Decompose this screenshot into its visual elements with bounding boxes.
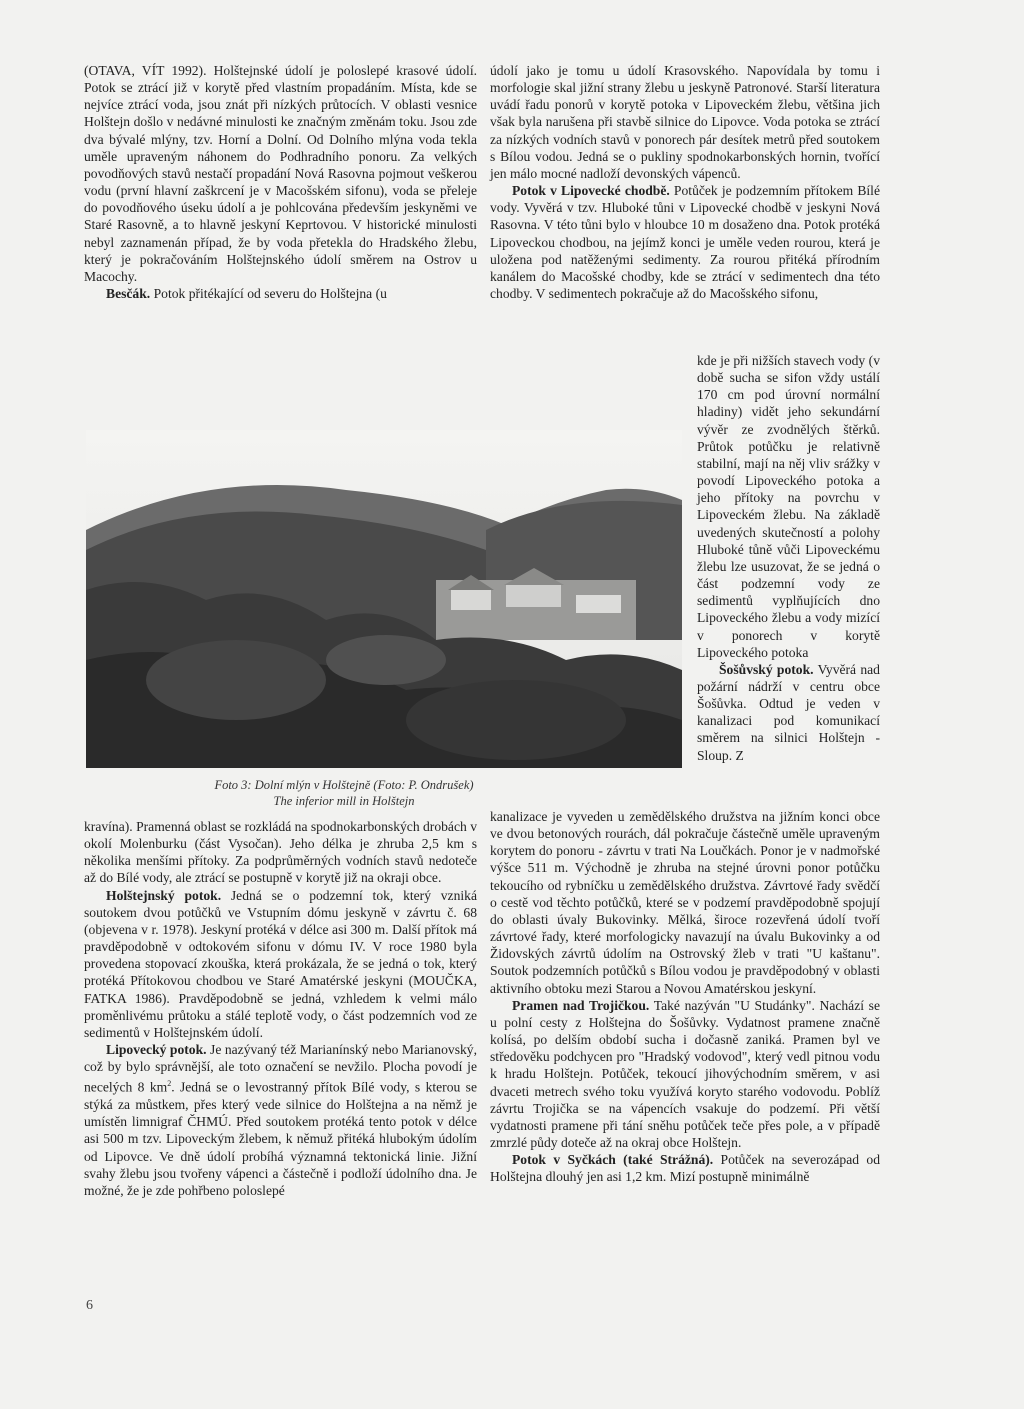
right-column-narrow <box>697 352 880 764</box>
photo-caption <box>84 778 604 809</box>
paragraph-sifon: kde je při nižších stavech vody (v době sucha se sifon vždy ustálí 170 cm pod úrovní normální hladiny) vidět jeho sekundární vývěr ze zvodnělých štěrků. Průtok potůčku je relativně stabilní, mají na něj vliv srážky v povodí Lipoveckého potoka a jeho přítoky na povrchu v Lipoveckém žlebu. Na základě uvedených skutečností a polohy Hluboké tůně vůči Lipoveckému žlebu lze usuzovat, že se jedná o část podzemní vody ze sedimentů vyplňujících dno Lipoveckého žlebu a vody mizící v ponorech v korytě Lipoveckého potoka <box>697 353 880 660</box>
photo-lower-mill <box>86 430 682 768</box>
paragraph-bescak: Besčák. Potok přitékající od severu do Holštejna (u <box>106 286 387 302</box>
paragraph-sosuvka: Šošůvský potok. Vyvěrá nad požární nádrží v centru obce Šošůvka. Odtud je veden v kanalizaci pod komunikací směrem na silnici Holštejn - Sloup. Z <box>697 661 880 763</box>
heading-syckach-brook: Potok v Syčkách (také Strážná). <box>512 1152 714 1168</box>
paragraph-sosuvka-cont: kanalizace je vyveden u zemědělského družstva na jižním konci obce ve dvou betonových rourách, dál pokračuje částečně uměle upraveným korytem do ponoru - závrtu v trati Na Loučkách. Ponor je v nadmořské výšce 511 m. Východně je zhruba na stejné úrovni ponor potůčku tekoucího od rybníčku u zemědělského družstva. Závrtové řady svědčí o cestě vod těchto potůčků, které se v podzemí pravděpodobně spojují do oblasti úvaly Bukovinky. Mělká, široce rozevřená údolí tvoří závrtové řady, které morfologicky navazují na úvalu Bukovinky a od Židovských závrtů údolím na Ostrovský žleb v trati "U kaštanu". Soutok podzemních potůčků s Bílou vodou je pravděpodobný v oblasti aktivního obtoku mezi Starou a Novou Amatérskou jeskyní. <box>490 809 880 996</box>
right-column-bottom <box>490 808 880 1185</box>
heading-trojicka-spring: Pramen nad Trojičkou. <box>512 997 650 1013</box>
page-number: 6 <box>86 1298 93 1313</box>
paragraph-holstejn-brook: Holštejnský potok. Jedná se o podzemní tok, který vzniká soutokem dvou potůčků ve Vstupním dómu jeskyně v závrtu č. 68 (objevena v r. 1978). Jeskyní protéká v délce asi 300 m. Další přítok má pravděpodobně v odtokovém sifonu v dómu IV. V roce 1980 byla provedena stopovací zkouška, která prokázala, že se jedná o tok, který protéká Přítokovou chodbou ve Staré Amatérské jeskyni (MOUČKA, FATKA 1986). Pravděpodobně se jedná, vzhledem k velmi málo proměnlivému průtoku a stálé teplotě vody, o část podzemních vod ze sedimentů v Holštejnském údolí. <box>84 887 477 1040</box>
paragraph-trojicka-spring: Pramen nad Trojičkou. Také nazýván "U Studánky". Nachází se u polní cesty z Holštejna do Šošůvky. Vydatnost pramene značně kolísá, po delším období sucha i dočasně zaniká. Pramen byl ve středověku podchycen pro "Hradský vodovod", který vedl pitnou vodu k hradu Holštejn. Potůček, tekoucí jihovýchodním směrem, v asi dvaceti metrech svého toku využívá koryto starého vodovodu. Poblíž závrtu Trojička se na vápencích vsakuje do podzemí. Při větší vydatnosti pramene při tání sněhu potůček teče přes pole, a v případě zmrzlé půdy doteče až na okraj obce Holštejn. <box>490 997 880 1150</box>
paragraph-syckach-brook: Potok v Syčkách (také Strážná). Potůček na severozápad od Holštejna dlouhý jen asi 1,2 km. Mizí postupně minimálně <box>490 1152 880 1185</box>
heading-lipovec-passage: Potok v Lipovecké chodbě. <box>512 183 670 199</box>
heading-lipovec-brook: Lipovecký potok. <box>106 1042 207 1058</box>
caption-czech: Foto 3: Dolní mlýn v Holštejně (Foto: P. Ondrušek) <box>214 778 474 792</box>
paragraph-bescak-cont: kravína). Pramenná oblast se rozkládá na spodnokarbonských drobách v okolí Molenburku (část Vysočan). Jeho délka je zhruba 2,5 km s několika menšími přítoky. Za podprůměrných vodních stavů nedoteče až do Bílé vody, ale ztrácí se postupně v korytě již na okraji obce. <box>84 819 477 886</box>
paragraph-holstejn-valley: (OTAVA, VÍT 1992). Holštejnské údolí je poloslepé krasové údolí. Potok se ztrácí již v korytě před vlastním propadáním. Místa, kde se nejvíce ztrácí voda, jsou znát při nízkých průtocích. V oblasti vesnice Holštejn došlo v nedávné minulosti ke značným změnám toku. Jsou zde dva bývalé mlýny, tzv. Horní a Dolní. Od Dolního mlýna voda tekla uměle upraveným náhonem do Podhradního ponoru. Za velkých povodňových stavů nestačí propadání Nová Rasovna pojmout veškerou vodu (první hlavní zaškrcení je v Macošském sifonu), voda se přeleje do povodňového úseku údolí a je pohlcována především jeskyněmi ve Staré Rasovně, a to hlavně jeskyní Keprtovou. V historické minulosti nebyl zaznamenán případ, že by voda přetekla do Hradského žlebu, který je pokračováním Holštejnského údolí směrem na Ostrov u Macochy. <box>84 63 477 284</box>
right-column-top <box>490 62 880 302</box>
caption-english: The inferior mill in Holštejn <box>273 793 415 808</box>
paragraph-lipovec-passage: Potok v Lipovecké chodbě. Potůček je podzemním přítokem Bílé vody. Vyvěrá v tzv. Hluboké tůni v Lipovecké chodbě v jeskyni Nová Rasovna. V této tůni bylo v hloubce 10 m dosaženo dna. Potok protéká Lipoveckou chodbou, na jejímž konci je uměle veden rourou, která je uložena pod natěženými sedimenty. Za rourou přitéká přírodním kanálem do Macošské chodby, kde se ztrácí v sedimentech dna této chodby. V sedimentech pokračuje až do Macošského sifonu, <box>490 183 880 302</box>
left-column-top <box>84 62 477 302</box>
heading-bescak: Besčák. <box>106 286 151 302</box>
paragraph-lipovec-cont: údolí jako je tomu u údolí Krasovského. Napovídala by tomu i morfologie skal jižní strany žlebu u jeskyně Patronové. Starší literatura uvádí řadu ponorů v korytě potoka v Lipoveckém žlebu, většina jich však byla narušena při stavbě silnice do Lipovce. Voda potoka se ztrácí za nízkých vodních stavů v ponorech pár desítek metrů před soutokem s Bílou vodou. Jedná se o pukliny spodnokarbonských hornin, tvořící jen málo mocné nadloží devonských vápenců. <box>490 63 880 181</box>
left-column-bottom <box>84 818 477 1199</box>
paragraph-lipovec-brook: Lipovecký potok. Je nazývaný též Marianínský nebo Marianovský, což by bylo správnější, ale toto označení se nevžilo. Plocha povodí je necelých 8 $km^2$. Jedná se o levostranný přítok Bílé vody, s kterou se stýká za můstkem, přes který vede silnice do Holštejna a na němž je umístěn limnigraf ČHMÚ. Před soutokem protéká tento potok v délce asi 500 m tzv. Lipoveckým žlebem, k němuž přitéká hlubokým údolím od Lipovce. Ve dně údolí probíhá významná tektonická linie. Jižní svahy žlebu jsou tvořeny vápenci a částečně i podloží údolního dna. Je možné, že je zde pohřbeno poloslepé <box>84 1042 477 1198</box>
heading-sosuvka: Šošůvský potok. <box>719 661 814 677</box>
landscape-photo-icon <box>86 430 682 768</box>
heading-holstejn-brook: Holštejnský potok. <box>106 887 222 903</box>
